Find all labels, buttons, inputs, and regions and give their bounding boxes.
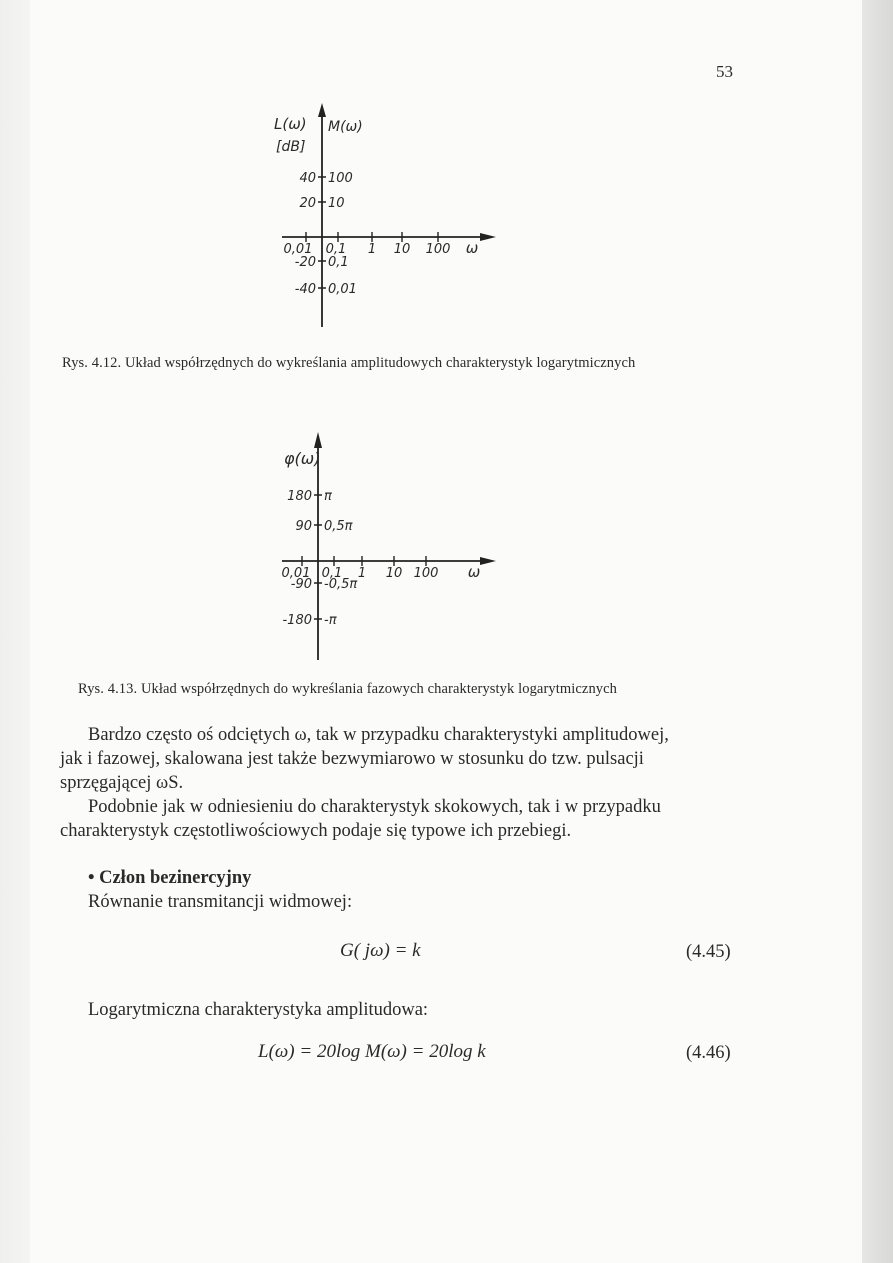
section-heading: • Człon bezinercyjny xyxy=(88,868,252,888)
y-tick-left-minus180: -180 xyxy=(282,613,312,628)
y-tick-right-minus0.5pi: -0,5π xyxy=(324,577,358,592)
paragraph-line: Podobnie jak w odniesieniu do charakterystyk skokowych, tak i w przypadku xyxy=(88,797,661,817)
y-tick-right-pi: π xyxy=(324,489,332,504)
log-amplitude-label: Logarytmiczna charakterystyka amplitudowa: xyxy=(88,1000,429,1020)
figure-amplitude-axes xyxy=(270,95,510,335)
y-axis-arrow xyxy=(318,103,326,117)
y-tick-left-90: 90 xyxy=(295,519,312,534)
x-tick-0.01: 0,01 xyxy=(281,566,311,581)
equation-number-4-46: (4.46) xyxy=(686,1043,731,1063)
y-tick-right-0.5pi: 0,5π xyxy=(324,519,353,534)
ylabel-unit: [dB] xyxy=(276,139,306,155)
scan-left-margin xyxy=(0,0,30,1263)
paragraph-line: Bardzo często oś odciętych ω, tak w przypadku charakterystyki amplitudowej, xyxy=(88,725,669,745)
ylabel-left: L(ω) xyxy=(274,115,307,133)
transmittance-label: Równanie transmitancji widmowej: xyxy=(88,892,353,912)
y-axis-arrow xyxy=(314,432,322,448)
equation-number-4-45: (4.45) xyxy=(686,942,731,962)
equation-4-46: L(ω) = 20log M(ω) = 20log k xyxy=(258,1041,486,1062)
x-axis-arrow xyxy=(480,233,496,241)
figure-4-12-caption: Rys. 4.12. Układ współrzędnych do wykreślania amplitudowych charakterystyk logarytmicznych xyxy=(62,355,636,371)
x-tick-100: 100 xyxy=(425,242,451,257)
equation-4-45: G( jω) = k xyxy=(340,940,421,961)
y-tick-left-minus90: -90 xyxy=(290,577,312,592)
x-axis-label: ω xyxy=(465,239,479,257)
y-tick-right-0.1: 0,1 xyxy=(328,255,349,270)
x-axis-label: ω xyxy=(467,563,481,581)
paragraph-omega-scaling xyxy=(60,723,740,795)
ylabel: φ(ω) xyxy=(284,449,321,468)
figure-4-13-caption: Rys. 4.13. Układ współrzędnych do wykreślania fazowych charakterystyk logarytmicznych xyxy=(78,681,618,697)
paragraph-line: sprzęgającej ωS. xyxy=(60,773,184,793)
paragraph-line: charakterystyk częstotliwościowych podaje się typowe ich przebiegi. xyxy=(60,821,572,841)
x-tick-100: 100 xyxy=(413,566,439,581)
figure-phase-axes xyxy=(270,428,510,668)
y-tick-right-0.01: 0,01 xyxy=(328,282,357,297)
ylabel-right: M(ω) xyxy=(328,119,363,135)
x-tick-0.1: 0,1 xyxy=(325,242,347,257)
x-axis-arrow xyxy=(480,557,496,565)
y-tick-left-minus40: -40 xyxy=(294,282,316,297)
paragraph-typical-curves xyxy=(60,795,740,843)
page-edge-shadow xyxy=(862,0,893,1263)
y-tick-left-20: 20 xyxy=(299,196,316,211)
y-tick-left-180: 180 xyxy=(287,489,312,504)
x-tick-0.1: 0,1 xyxy=(321,566,343,581)
x-tick-10: 10 xyxy=(393,242,411,257)
paragraph-line: jak i fazowej, skalowana jest także bezwymiarowo w stosunku do tzw. pulsacji xyxy=(60,749,644,769)
x-tick-0.01: 0,01 xyxy=(283,242,313,257)
y-tick-left-minus20: -20 xyxy=(294,255,316,270)
y-tick-left-40: 40 xyxy=(299,171,316,186)
y-tick-right-100: 100 xyxy=(328,171,353,186)
x-tick-10: 10 xyxy=(385,566,403,581)
y-tick-right-10: 10 xyxy=(328,196,345,211)
page-number: 53 xyxy=(716,62,733,81)
x-tick-1: 1 xyxy=(357,566,367,581)
y-tick-right-minus-pi: -π xyxy=(324,613,337,628)
x-tick-1: 1 xyxy=(367,242,377,257)
